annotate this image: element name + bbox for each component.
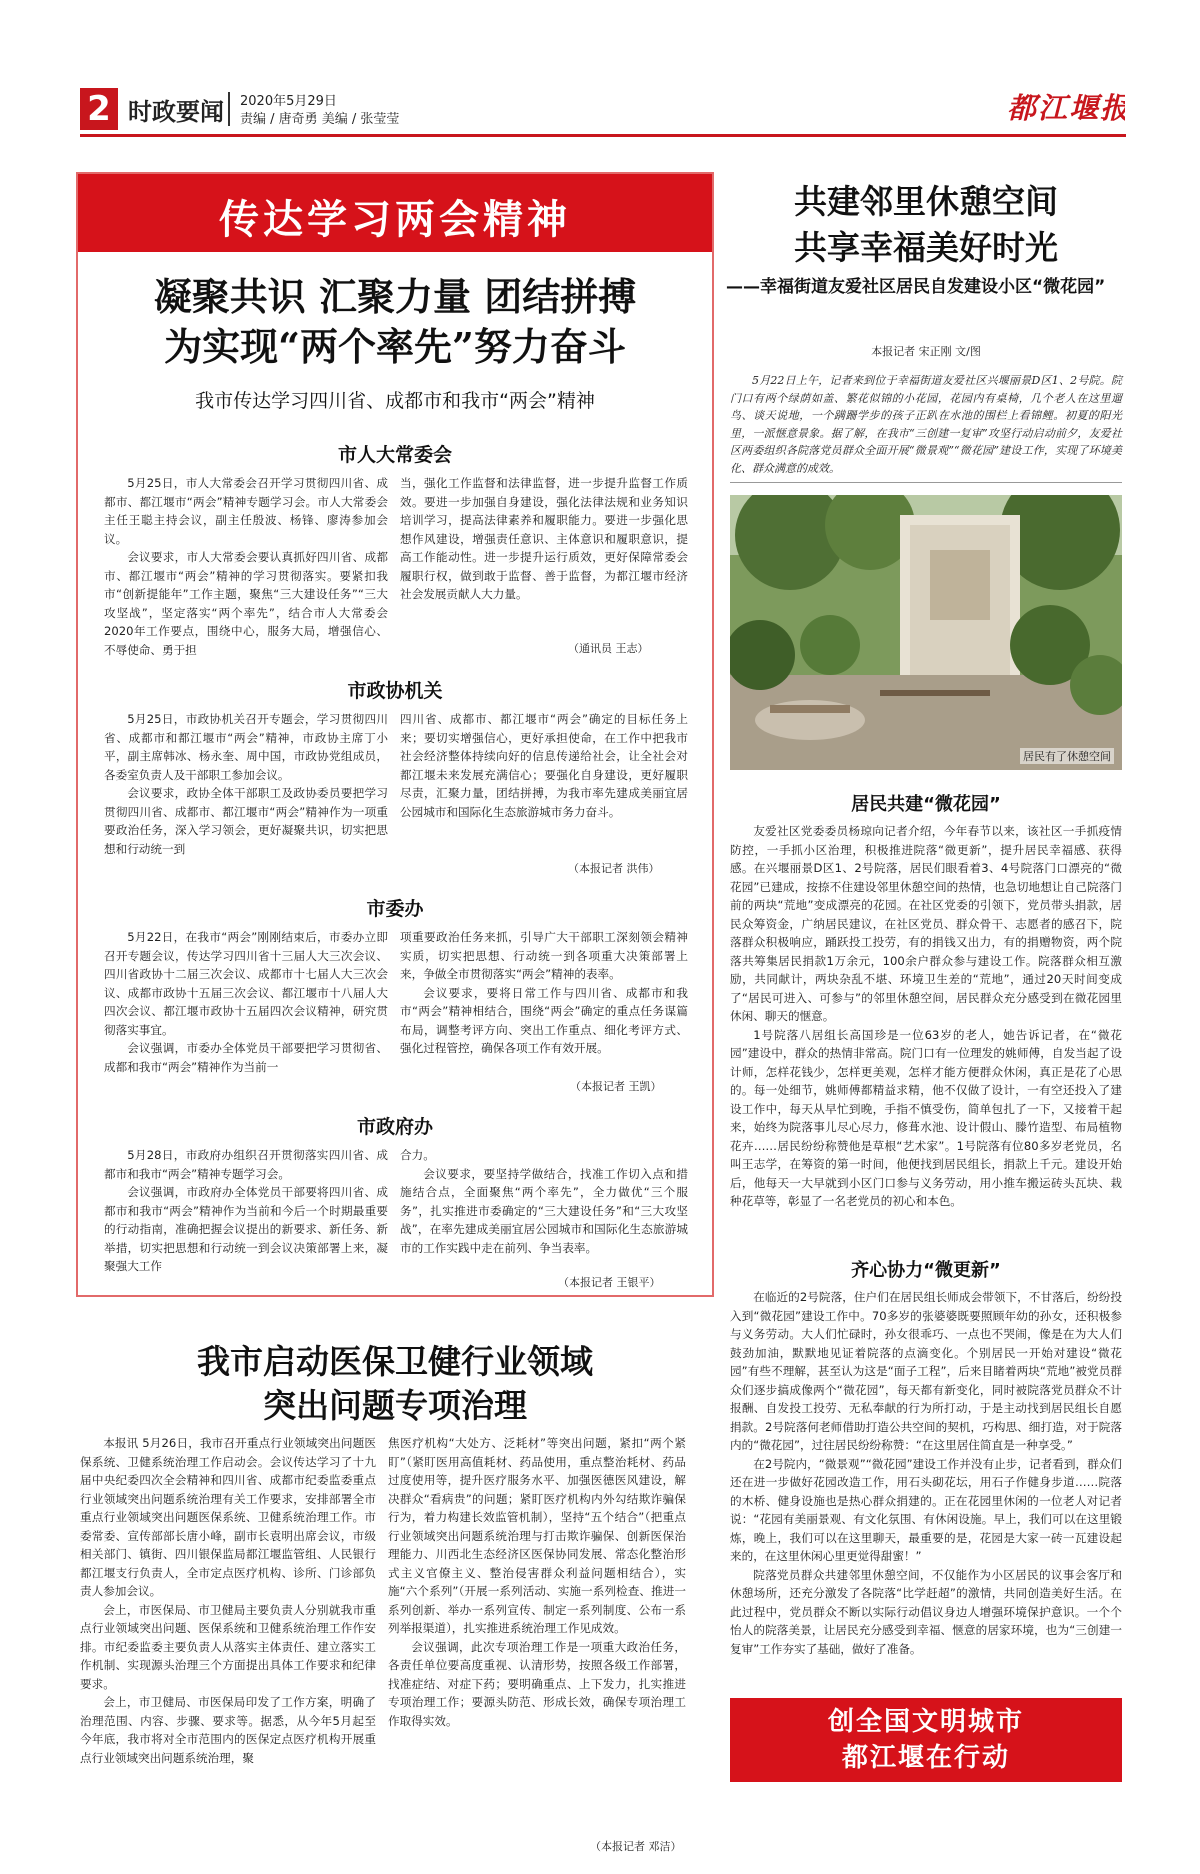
section-name: 时政要闻 (128, 98, 224, 126)
feature-headline-line2: 为实现“两个率先”努力奋斗 (164, 324, 626, 369)
paragraph: 会议强调，此次专项治理工作是一项重大政治任务，各责任单位要高度重视、认清形势，按照各级工作部署，找准症结、对症下药；要明确重点、上下发力，扎实推进专项治理工作；要源头防范、形成长效，确保专项治理工作取得实效。 (388, 1639, 686, 1728)
right-reporter: 本报记者 宋正刚 文/图 (871, 345, 981, 358)
article2-headline-line2: 突出问题专项治理 (263, 1386, 527, 1425)
paragraph: 在2号院内，“微景观”“微花园”建设工作并没有止步，记者看到，群众们还在进一步做好花园改造工作，用石头砌花坛，用石子作健身步道……院落的木桥、健身设施也是热心群众捐建的。正在花园里休闲的一位老人对记者说：“花园有美丽景观、有文化氛围、有休闲设施。早上，我们可以在这里锻炼，晚上，我们可以在这里聊天，最重要的是，花园是大家一砖一瓦建设起来的，在这里休闲心里更觉得甜蜜！” (730, 1456, 1122, 1563)
paragraph: 在临近的2号院落，住户们在居民组长师成会带领下，不甘落后，纷纷投入到“微花园”建设工作中。70多岁的张婆婆既要照顾年幼的孙女，还积极参与义务劳动。大人们忙碌时，孙女很乖巧、一点也不哭闹，像是在为大人们鼓劲加油，默默地见证着院落的点滴变化。个别居民一开始对建设“微花园”有些不理解，甚至认为这是“面子工程”，后来目睹着两块“荒地”被党员群众们逐步搞成像两个“微花园”，每天都有新变化，同时被院落党员群众不计报酬、自发投工投劳、无私奉献的行为所打动，于是主动找到居民组长自愿捐款。2号院落何老师借助打造公共空间的契机，巧构思、细打造，对于院落内的“微花园”，过往居民纷纷称赞：“在这里居住简直是一种享受。” (730, 1290, 1122, 1452)
masthead-divider (228, 92, 230, 126)
right-headline-line1: 共建邻里休憩空间 (794, 182, 1058, 221)
right-section-1-body (730, 822, 1122, 1211)
article2-left-column (80, 1434, 376, 1767)
right-headline-line2: 共享幸福美好时光 (794, 228, 1058, 267)
paragraph: 会议要求，要将日常工作与四川省、成都市和我市“两会”精神相结合，围绕“两会”确定的重点任务谋篇布局，调整考评方向、突出工作重点、细化考评方式、强化过程管控，确保各项工作有效开展。 (400, 985, 688, 1055)
page-number: 2 (80, 88, 118, 130)
banner-title: 传达学习两会精神 (219, 196, 571, 243)
feature-headline-line1: 凝聚共识 汇聚力量 团结拼搏 (153, 274, 637, 319)
paragraph: 会上，市医保局、市卫健局主要负责人分别就我市重点行业领域突出问题、医保系统和卫健系统治理工作作安排。市纪委监委主要负责人从落实主体责任、建立落实工作机制、实现源头治理三个方面提出具体工作要求和纪律要求。 (80, 1602, 376, 1691)
masthead (0, 0, 1200, 140)
masthead-rule (80, 134, 1126, 137)
paragraph: 会议要求，市人大常委会要认真抓好四川省、成都市、都江堰市“两会”精神的学习贯彻落实。要紧扣我市“创新提能年”工作主题，聚焦“三大建设任务”“三大攻坚战”，坚定落实“两个率先”，结合市人大常委会2020年工作要点，围绕中心，服务大局，增强信心、不辱使命、勇于担 (104, 550, 388, 657)
section-title-cppcc: 市政协机关 (347, 680, 443, 702)
paragraph: 会议要求，要坚持学做结合，找准工作切入点和措施结合点，全面聚焦“两个率先”，全力做优“三个服务”，扎实推进市委确定的“三大建设任务”和“三大攻坚战”，在率先建成美丽宜居公园城市和国际化生态旅游城市的工作实践中走在前列、争当表率。 (400, 1166, 688, 1255)
photo-caption: 居民有了休憩空间 (1020, 748, 1114, 764)
right-section-2-body (730, 1288, 1122, 1658)
section-party-office-left (104, 928, 388, 1076)
paragraph: 合力。 (400, 1148, 435, 1162)
issue-date: 2020年5月29日 (240, 94, 337, 109)
article2-byline: （本报记者 邓洁） (590, 1840, 682, 1853)
section-title-npc: 市人大常委会 (337, 444, 452, 466)
paragraph: 5月22日，在我市“两会”刚刚结束后，市委办立即召开专题会议，传达学习四川省十三届人大三次会议、四川省政协十二届三次会议、成都市十七届人大三次会议、成都市政协十五届三次会议、都江堰市十八届人大四次会议、都江堰市政协十五届四次会议精神，研究贯彻落实事宜。 (104, 930, 388, 1037)
byline-party-office: （本报记者 王凯） (570, 1080, 662, 1093)
paragraph: 5月25日，市政协机关召开专题会，学习贯彻四川省、成都市和都江堰市“两会”精神，市政协主席丁小平，副主席韩冰、杨永奎、周中国，市政协党组成员，各委室负责人及干部职工参加会议。 (104, 712, 388, 782)
section-title-party-office: 市委办 (366, 898, 424, 920)
editor-credits: 责编 / 唐奇勇 美编 / 张莹莹 (240, 112, 400, 127)
paragraph: 焦医疗机构“大处方、泛耗材”等突出问题，紧扣“两个紧盯”（紧盯医用高值耗材、药品使用，重点整治耗材、药品过度使用等，提升医疗服务水平、加强医德医风建设，解决群众“看病贵”的问题；紧盯医疗机构内外勾结欺诈骗保行为，着力构建长效监管机制），坚持“五个结合”（把重点行业领域突出问题系统治理与打击欺诈骗保、创新医保治理能力、川西北生态经济区医保协同发展、常态化整治形式主义官僚主义、整治侵害群众利益问题相结合），实施“六个系列”（开展一系列活动、实施一系列检查、推进一系列创新、举办一系列宣传、制定一系列制度、公布一系列举报渠道），扎实推进系统治理工作见成效。 (388, 1436, 686, 1635)
paragraph: 会议强调，市委办全体党员干部要把学习贯彻省、成都和我市“两会”精神作为当前一 (104, 1041, 388, 1074)
section-government-office-right (400, 1146, 688, 1257)
paragraph: 院落党员群众共建邻里休憩空间，不仅能作为小区居民的议事会客厅和休憩场所，还充分激发了各院落“比学赶超”的激情，共同创造美好生活。在此过程中，党员群众不断以实际行动倡议身边人增强环境保护意识。一个个怡人的院落美景，让居民充分感受到幸福、惬意的居家环境，也为“三创建一复审”工作夯实了基础，做好了准备。 (730, 1567, 1122, 1656)
civilization-city-stamp (730, 1698, 1122, 1782)
right-section-title-2: 齐心协力“微更新” (851, 1260, 1001, 1281)
article2-right-column (388, 1434, 686, 1730)
svg-text:都江堰报: 都江堰报 (1007, 91, 1125, 125)
paragraph: 本报讯 5月26日，我市召开重点行业领域突出问题医保系统、卫健系统治理工作启动会。会议传达学习了十九届中央纪委四次全会精神和四川省、成都市纪委监委重点行业领域突出问题系统治理有关工作要求，安排部署全市重点行业领域突出问题医保系统、卫健系统治理工作。市委常委、宣传部部长唐小峰，副市长袁明出席会议，市级相关部门、镇街、四川银保监局都江堰监管组、人民银行都江堰支行负责人，全市定点医疗机构、诊所、门诊部负责人参加会议。 (80, 1436, 376, 1598)
newspaper-logo (1005, 84, 1125, 128)
paragraph: 四川省、成都市、都江堰市“两会”确定的目标任务上来；要切实增强信心，更好承担使命，在工作中把我市社会经济整体持续向好的信息传递给社会，让全社会对都江堰未来发展充满信心；要强化自身建设，更好履职尽责，汇聚力量，团结拼搏，为我市率先建成美丽宜居公园城市和国际化生态旅游城市务力奋斗。 (400, 712, 688, 819)
paragraph: 5月28日，市政府办组织召开贯彻落实四川省、成都市和我市“两会”精神专题学习会。 (104, 1148, 388, 1181)
paragraph: 5月25日，市人大常委会召开学习贯彻四川省、成都市、都江堰市“两会”精神专题学习会。市人大常委会主任王聪主持会议，副主任殷波、杨锋、廖涛参加会议。 (104, 476, 388, 546)
section-title-government-office: 市政府办 (356, 1116, 433, 1138)
feature-box (76, 172, 714, 1297)
section-party-office-right (400, 928, 688, 1058)
right-subtitle: ——幸福街道友爱社区居民自发建设小区“微花园” (726, 277, 1106, 297)
garden-photo-illustration (730, 495, 1122, 770)
article2-headline-line1: 我市启动医保卫健行业领域 (197, 1342, 593, 1381)
paragraph: 当，强化工作监督和法律监督，进一步提升监督工作质效。要进一步加强自身建设，强化法律法规和业务知识培训学习，提高法律素养和履职能力。要进一步强化思想作风建设，增强责任意识、主体意识和履职意识，提高工作能动性。进一步提升运行质效，更好保障常委会履职行权，做到敢于监督、善于监督，为都江堰市经济社会发展贡献人大力量。 (400, 476, 688, 601)
byline-cppcc: （本报记者 洪伟） (568, 862, 660, 875)
byline-government-office: （本报记者 王银平） (558, 1276, 661, 1289)
right-section-title-1: 居民共建“微花园” (851, 794, 1001, 815)
paragraph: 友爱社区党委委员杨琼向记者介绍，今年春节以来，该社区一手抓疫情防控，一手抓小区治理，积极推进院落“微更新”，提升居民幸福感、获得感。在兴堰丽景D区1、2号院落，居民们眼看着3、4号院落门口漂亮的“微花园”已建成，按捺不住建设邻里休憩空间的热情，也急切地想让自己院落门前的两块“荒地”变成漂亮的花园。在社区党委的引领下，党员带头捐款，居民众筹资金，广纳居民建议，在社区党员、群众骨干、志愿者的感召下，院落群众积极响应，踊跃投工投劳，有的捐钱又出力，有的捐赠物资，两个院落共筹集居民捐款1万余元，100余户群众参与建设工作。院落群众相互激励，共同献计，两块杂乱不堪、环境卫生差的“荒地”，通过20天时间变成了“居民可进入、可参与”的邻里休憩空间，居民群众充分感受到在微花园里休闲、聊天的惬意。 (730, 824, 1122, 1023)
feature-subhead: 我市传达学习四川省、成都市和我市“两会”精神 (195, 390, 595, 412)
section-npc-left (104, 474, 388, 659)
paragraph: 项重要政治任务来抓，引导广大干部职工深刻领会精神实质，切实把思想、行动统一到各项重大决策部署上来，争做全市贯彻落实“两会”精神的表率。 (400, 930, 688, 981)
paragraph: 会议要求，政协全体干部职工及政协委员要把学习贯彻四川省、成都市、都江堰市“两会”精神作为一项重要政治任务，深入学习领会，更好凝聚共识，切实把思想和行动统一到 (104, 786, 388, 856)
byline-npc: （通讯员 王志） (568, 642, 649, 655)
section-npc-right (400, 474, 688, 604)
section-cppcc-right (400, 710, 688, 821)
lead-divider (730, 482, 1122, 483)
section-government-office-left (104, 1146, 388, 1276)
paragraph: 会上，市卫健局、市医保局印发了工作方案，明确了治理范围、内容、步骤、要求等。据悉，从今年5月起至今年底，我市将对全市范围内的医保定点医疗机构开展重点行业领域突出问题系统治理，聚 (80, 1695, 376, 1765)
feature-banner (78, 174, 712, 252)
stamp-line-1: 创全国文明城市 (827, 1707, 1024, 1737)
stamp-line-2: 都江堰在行动 (841, 1743, 1010, 1773)
paragraph: 1号院落八居组长高国珍是一位63岁的老人，她告诉记者，在“微花园”建设中，群众的热情非常高。院门口有一位理发的姚师傅，自发当起了设计师，怎样花钱少，怎样更美观，怎样才能方便群众休闲，真正是花了心思的。每一处细节，姚师傅都精益求精，他不仅做了设计，一有空还投入了建设工作中，每天从早忙到晚，手指不慎受伤，简单包扎了一下，又接着干起来，始终为院落事儿尽心尽力，修葺水池、设计假山、滕竹造型、布局植物花卉……居民纷纷称赞他是草根“艺术家”。1号院落有位80多岁老党员，名叫王志学，在筹资的第一时间，他便找到居民组长，捐款上千元。建设开始后，他每天一大早就到小区门口参与义务劳动，用小推车搬运砖头瓦块、栽种花草等，彰显了一名老党员的初心和本色。 (730, 1027, 1122, 1208)
garden-photo (730, 495, 1122, 770)
right-lead: 5月22日上午，记者来到位于幸福街道友爱社区兴堰丽景D区1、2号院。院门口有两个绿荫如盖、繁花似锦的小花园，花园内有桌椅，几个老人在这里遛鸟、谈天说地，一个蹒跚学步的孩子正趴在水池的围栏上看锦鲤。初夏的阳光里，一派惬意景象。据了解，在我市“三创建一复审”攻坚行动启动前夕，友爱社区两委组织各院落党员群众全面开展“微景观”“微花园”建设工作，实现了环境美化、群众满意的成效。 (730, 374, 1122, 475)
paragraph: 会议强调，市政府办全体党员干部要将四川省、成都市和我市“两会”精神作为当前和今后一个时期最重要的行动指南，准确把握会议提出的新要求、新任务、新举措，切实把思想和行动统一到会议决策部署上来，凝聚强大工作 (104, 1185, 388, 1273)
section-cppcc-left (104, 710, 388, 858)
